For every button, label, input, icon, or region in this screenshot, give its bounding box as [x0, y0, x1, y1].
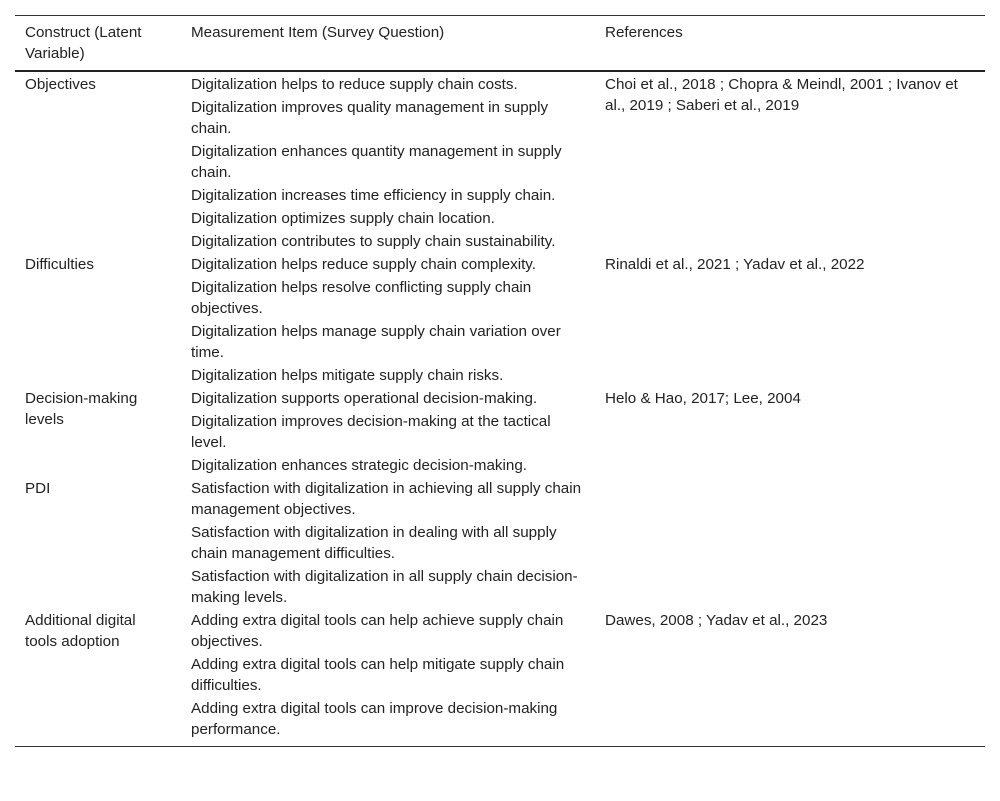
measurement-item: Digitalization helps reduce supply chain complexity.: [191, 256, 536, 273]
measurement-item: Digitalization helps to reduce supply chain costs.: [191, 76, 518, 93]
measurement-item: Digitalization enhances quantity management in supply chain.: [191, 143, 562, 181]
references-cell: Rinaldi et al., 2021 ; Yadav et al., 2022: [605, 256, 865, 273]
table-row: [15, 608, 985, 747]
measurement-item: Digitalization helps resolve conflicting supply chain objectives.: [191, 279, 532, 317]
measurement-item: Adding extra digital tools can help mitigate supply chain difficulties.: [191, 656, 565, 694]
measurement-items-cell: [181, 252, 595, 386]
references-cell: [595, 476, 985, 608]
measurement-item: Digitalization optimizes supply chain location.: [191, 210, 495, 227]
header-construct: Construct (Latent Variable): [25, 24, 142, 62]
measurement-item: Digitalization increases time efficiency in supply chain.: [191, 187, 556, 204]
measurement-item: Satisfaction with digitalization in dealing with all supply chain management difficulties.: [191, 524, 557, 562]
measurement-item: Digitalization helps mitigate supply chain risks.: [191, 367, 504, 384]
references-cell: Dawes, 2008 ; Yadav et al., 2023: [605, 612, 828, 629]
header-row: [15, 16, 985, 72]
table-body: [15, 71, 985, 747]
measurement-items-cell: [181, 386, 595, 476]
construct-cell: Decision-making levels: [25, 390, 138, 428]
header-measurement-item: Measurement Item (Survey Question): [191, 24, 445, 41]
construct-cell: Objectives: [25, 76, 96, 93]
table-row: [15, 252, 985, 386]
measurement-item: Digitalization supports operational decision-making.: [191, 390, 538, 407]
measurement-items-cell: [181, 476, 595, 608]
table-header: [15, 16, 985, 72]
header-references: References: [605, 24, 683, 41]
measurement-items-cell: [181, 71, 595, 252]
measurement-item: Digitalization improves quality management in supply chain.: [191, 99, 549, 137]
table-row: [15, 476, 985, 608]
references-cell: Helo & Hao, 2017; Lee, 2004: [605, 390, 801, 407]
construct-cell: PDI: [25, 480, 51, 497]
measurement-table: [15, 15, 985, 747]
measurement-item: Digitalization contributes to supply chain sustainability.: [191, 233, 556, 250]
table-row: [15, 71, 985, 252]
construct-cell: Difficulties: [25, 256, 94, 273]
measurement-item: Satisfaction with digitalization in achieving all supply chain management objectives.: [191, 480, 582, 518]
measurement-table-container: [15, 15, 985, 747]
measurement-item: Digitalization enhances strategic decision-making.: [191, 457, 527, 474]
measurement-item: Digitalization helps manage supply chain variation over time.: [191, 323, 561, 361]
measurement-item: Digitalization improves decision-making at the tactical level.: [191, 413, 551, 451]
construct-cell: Additional digital tools adoption: [25, 612, 136, 650]
measurement-item: Adding extra digital tools can help achieve supply chain objectives.: [191, 612, 564, 650]
table-row: [15, 386, 985, 476]
references-cell: Choi et al., 2018 ; Chopra & Meindl, 2001 ; Ivanov et al., 2019 ; Saberi et al., 2019: [605, 76, 958, 114]
measurement-items-cell: [181, 608, 595, 747]
measurement-item: Satisfaction with digitalization in all supply chain decision-making levels.: [191, 568, 578, 606]
measurement-item: Adding extra digital tools can improve decision-making performance.: [191, 700, 558, 738]
